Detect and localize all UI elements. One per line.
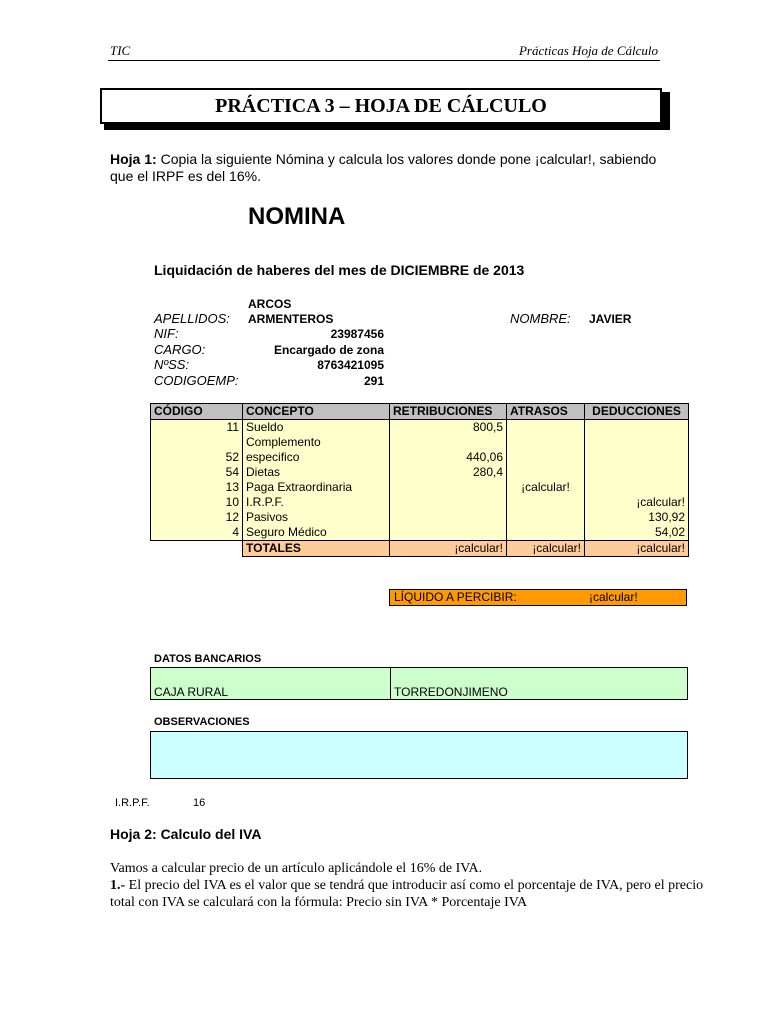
nss-label: NºSS: xyxy=(154,357,190,372)
cell-deduc[interactable] xyxy=(585,465,689,480)
cell-atrasos[interactable] xyxy=(507,450,585,465)
apellidos-line2: ARMENTEROS xyxy=(248,312,334,326)
cell-code[interactable]: 13 xyxy=(151,480,243,495)
table-row xyxy=(151,465,689,480)
cell-concept[interactable]: I.R.P.F. xyxy=(243,495,390,510)
hoja2-step xyxy=(110,877,710,911)
col-header-retribuciones: RETRIBUCIONES xyxy=(390,404,507,420)
table-header-row xyxy=(151,404,689,420)
cell-atrasos[interactable]: ¡calcular! xyxy=(507,480,585,495)
cell-retrib[interactable]: 800,5 xyxy=(390,420,507,436)
cell-deduc[interactable] xyxy=(585,450,689,465)
nss-value: 8763421095 xyxy=(317,358,384,372)
cell-atrasos[interactable] xyxy=(507,465,585,480)
cell-atrasos[interactable] xyxy=(507,525,585,541)
table-row xyxy=(151,450,689,465)
table-row xyxy=(151,525,689,541)
cell-retrib[interactable]: 440,06 xyxy=(390,450,507,465)
nif-label: NIF: xyxy=(154,326,179,341)
cell-retrib[interactable] xyxy=(390,510,507,525)
cell-code[interactable]: 10 xyxy=(151,495,243,510)
hoja2-step-label: 1.- xyxy=(110,878,126,893)
intro-paragraph xyxy=(110,151,670,185)
cell-concept[interactable]: Sueldo xyxy=(243,420,390,436)
hoja2-paragraph xyxy=(110,860,710,911)
hoja2-title: Hoja 2: Calculo del IVA xyxy=(110,826,262,842)
nomina-table xyxy=(150,403,689,557)
cell-atrasos[interactable] xyxy=(507,435,585,450)
cell-retrib[interactable] xyxy=(390,480,507,495)
table-row xyxy=(151,480,689,495)
intro-text: Copia la siguiente Nómina y calcula los valores donde pone ¡calcular!, sabiendo que el IRPF es del 16%. xyxy=(110,151,657,184)
liquido-row xyxy=(389,589,687,606)
apellidos-label: APELLIDOS: xyxy=(154,311,230,326)
cell-concept[interactable]: Dietas xyxy=(243,465,390,480)
nombre-value: JAVIER xyxy=(589,312,632,326)
apellidos-line1: ARCOS xyxy=(248,297,292,311)
codigo-value: 291 xyxy=(363,374,384,388)
totals-row xyxy=(151,541,689,557)
liquidacion-subheading: Liquidación de haberes del mes de DICIEMBRE de 2013 xyxy=(154,262,525,278)
cell-code[interactable]: 11 xyxy=(151,420,243,436)
totals-label: TOTALES xyxy=(243,541,390,557)
cell-concept[interactable]: Paga Extraordinaria xyxy=(243,480,390,495)
liquido-label: LÍQUIDO A PERCIBIR: xyxy=(394,590,517,604)
totals-blank xyxy=(151,541,243,557)
totals-retrib[interactable]: ¡calcular! xyxy=(390,541,507,557)
intro-label: Hoja 1: xyxy=(110,151,157,167)
header-right: Prácticas Hoja de Cálculo xyxy=(518,43,658,58)
table-row xyxy=(151,435,689,450)
cargo-label: CARGO: xyxy=(154,342,206,357)
header-left: TIC xyxy=(110,43,131,58)
bank-entity[interactable]: CAJA RURAL xyxy=(151,668,391,699)
cell-code[interactable]: 4 xyxy=(151,525,243,541)
col-header-codigo: CÓDIGO xyxy=(151,404,243,420)
col-header-deducciones: DEDUCCIONES xyxy=(585,404,689,420)
cell-atrasos[interactable] xyxy=(507,510,585,525)
codigo-label: CODIGOEMP: xyxy=(154,373,239,388)
cell-retrib[interactable]: 280,4 xyxy=(390,465,507,480)
cell-deduc[interactable] xyxy=(585,435,689,450)
page-title xyxy=(100,88,662,124)
nomina-heading: NOMINA xyxy=(248,203,346,230)
page-title-text: PRÁCTICA 3 – HOJA DE CÁLCULO xyxy=(215,94,547,117)
cell-deduc[interactable]: 54,02 xyxy=(585,525,689,541)
cell-concept[interactable]: Pasivos xyxy=(243,510,390,525)
totals-deduc[interactable]: ¡calcular! xyxy=(585,541,689,557)
cell-atrasos[interactable] xyxy=(507,420,585,436)
col-header-concepto: CONCEPTO xyxy=(243,404,390,420)
nif-value: 23987456 xyxy=(330,327,384,341)
cell-retrib[interactable] xyxy=(390,435,507,450)
table-row xyxy=(151,495,689,510)
cell-code[interactable]: 54 xyxy=(151,465,243,480)
bank-section-title: DATOS BANCARIOS xyxy=(154,653,262,665)
cell-atrasos[interactable] xyxy=(507,495,585,510)
hoja2-line1: Vamos a calcular precio de un artículo aplicándole el 16% de IVA. xyxy=(110,861,483,876)
nombre-label: NOMBRE: xyxy=(510,311,571,326)
observaciones-box[interactable] xyxy=(150,731,688,779)
cell-concept[interactable]: Complemento xyxy=(243,435,390,450)
cell-deduc[interactable] xyxy=(585,420,689,436)
col-header-atrasos: ATRASOS xyxy=(507,404,585,420)
hoja2-step-text: El precio del IVA es el valor que se tendrá que introducir así como el porcentaje de IVA, pero el precio total con IVA se calculará con la fórmula: Precio sin IVA * Porcentaje IVA xyxy=(110,878,704,910)
cell-deduc[interactable]: ¡calcular! xyxy=(585,495,689,510)
cell-retrib[interactable] xyxy=(390,495,507,510)
observaciones-title: OBSERVACIONES xyxy=(154,716,250,728)
cell-deduc[interactable]: 130,92 xyxy=(585,510,689,525)
table-row xyxy=(151,420,689,436)
cell-retrib[interactable] xyxy=(390,525,507,541)
irpf-label: I.R.P.F. xyxy=(115,797,150,809)
bank-branch[interactable]: TORREDONJIMENO xyxy=(394,685,508,699)
cell-code[interactable]: 12 xyxy=(151,510,243,525)
totals-atrasos[interactable]: ¡calcular! xyxy=(507,541,585,557)
irpf-value[interactable]: 16 xyxy=(193,797,206,809)
cell-deduc[interactable] xyxy=(585,480,689,495)
cargo-value: Encargado de zona xyxy=(273,343,384,357)
cell-code[interactable]: 52 xyxy=(151,450,243,465)
cell-code[interactable] xyxy=(151,435,243,450)
cell-concept[interactable]: especifico xyxy=(243,450,390,465)
bank-row xyxy=(150,667,688,700)
cell-concept[interactable]: Seguro Médico xyxy=(243,525,390,541)
header-rule xyxy=(108,60,660,61)
table-row xyxy=(151,510,689,525)
liquido-value[interactable]: ¡calcular! xyxy=(589,590,638,604)
